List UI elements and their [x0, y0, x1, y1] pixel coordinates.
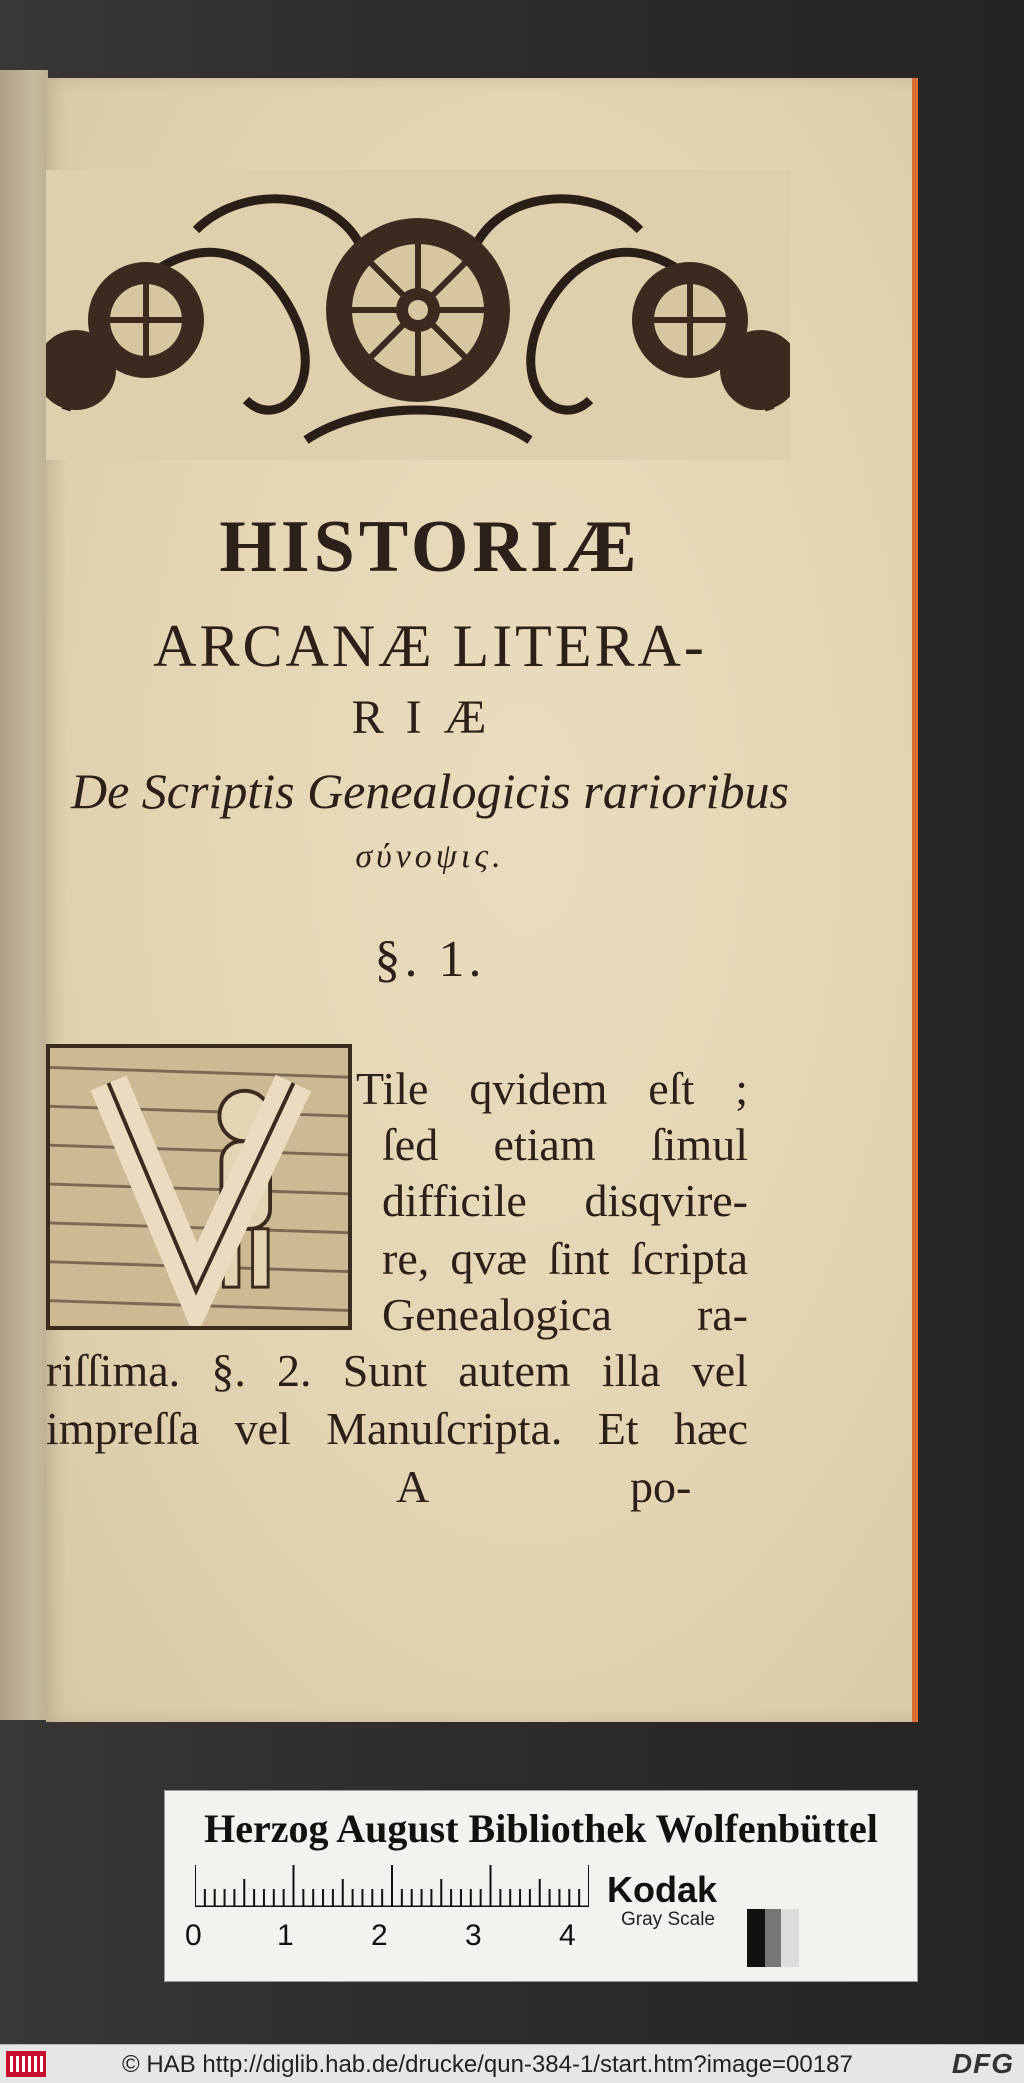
- kodak-brand: Kodak: [607, 1869, 718, 1910]
- ruler-icon: [195, 1865, 589, 1907]
- previous-page-edge: [0, 70, 48, 1720]
- library-label: [164, 1790, 918, 1982]
- gray-scale-label: Gray Scale: [621, 1909, 715, 1930]
- catchword: po-: [630, 1461, 692, 1512]
- signature-mark: A: [396, 1461, 430, 1512]
- footer-bar: [0, 2044, 1024, 2083]
- gray-swatch-icon: [737, 1909, 801, 1967]
- text-line-4: re, qvæ ſint ſcripta: [382, 1233, 748, 1284]
- text-line-2: ſed etiam ſimul: [382, 1119, 748, 1170]
- text-line-5: Genealogica ra-: [382, 1289, 748, 1340]
- ruler-number: 0: [185, 1919, 202, 1952]
- title-line-5: σύνοψις.: [355, 838, 505, 875]
- text-line-7: impreſſa vel Manuſcripta. Et hæc: [46, 1403, 748, 1454]
- ruler-number: 2: [371, 1919, 388, 1952]
- dfg-logo: DFG: [951, 2048, 1014, 2079]
- ruler-numbers: [185, 1919, 605, 1959]
- library-name: Herzog August Bibliothek Wolfenbüttel: [204, 1806, 878, 1851]
- ruler-number: 4: [559, 1919, 576, 1952]
- title-line-4: De Scriptis Genealogicis rarioribus: [70, 763, 790, 819]
- text-line-6: riſſima. §. 2. Sunt autem illa vel: [46, 1345, 748, 1396]
- ruler-number: 1: [277, 1919, 294, 1952]
- floral-headpiece-icon: [46, 170, 790, 460]
- text-line-3: difficile disqvire-: [382, 1175, 748, 1226]
- title-line-3: RIÆ: [351, 691, 509, 744]
- section-mark: §. 1.: [374, 931, 486, 988]
- title-line-2: ARCANÆ LITERA-: [153, 613, 707, 679]
- text-line-1: Tile qvidem eſt ;: [356, 1063, 748, 1114]
- footer-url-text[interactable]: © HAB http://diglib.hab.de/drucke/qun-384-1/start.htm?image=00187: [122, 2051, 853, 2078]
- hab-logo-icon: [6, 2051, 46, 2077]
- title-line-1: HISTORIÆ: [219, 506, 641, 588]
- decorated-initial-icon: [46, 1044, 352, 1330]
- ruler-number: 3: [465, 1919, 482, 1952]
